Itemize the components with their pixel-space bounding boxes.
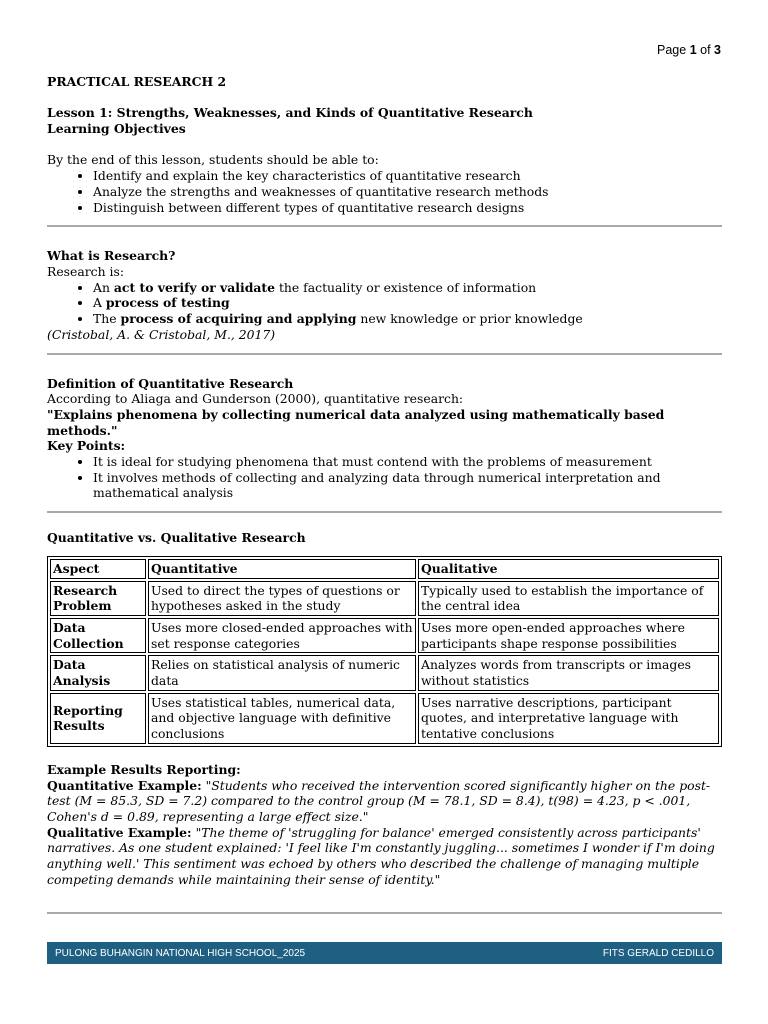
list-item: • It is ideal for studying phenomena that must contend with the problems of measurement — [93, 454, 722, 470]
table-cell: Data Analysis — [50, 655, 146, 690]
objectives-list — [47, 168, 722, 215]
footer-bar — [47, 942, 722, 964]
list-item: • Identify and explain the key characteristics of quantitative research — [93, 168, 722, 184]
research-list — [47, 280, 722, 327]
table-row — [50, 655, 719, 690]
list-item: • Distinguish between different types of quantitative research designs — [93, 200, 722, 216]
research-intro: Research is: — [47, 264, 125, 279]
research-heading: What is Research? — [47, 248, 176, 264]
key-points-list — [47, 454, 722, 501]
table-cell: Uses narrative descriptions, participant quotes, and interpretative language with tentative conclusions — [418, 693, 719, 744]
table-row — [50, 581, 719, 616]
table-cell: Used to direct the types of questions or hypotheses asked in the study — [148, 581, 416, 616]
comparison-table — [47, 556, 722, 747]
list-item: • The process of acquiring and applying new knowledge or prior knowledge — [93, 311, 722, 327]
table-row — [50, 618, 719, 653]
table-header: Qualitative — [418, 559, 719, 579]
objectives-heading: Learning Objectives — [47, 121, 186, 137]
list-item: • An act to verify or validate the factuality or existence of information — [93, 280, 722, 296]
definition-quote: "Explains phenomena by collecting numerical data analyzed using mathematically based methods." — [47, 406, 665, 438]
definition-intro: According to Aliaga and Gunderson (2000), quantitative research: — [47, 391, 464, 407]
qualitative-example: Qualitative Example: "The theme of 'struggling for balance' emerged consistently across participants' narratives. As one student explained: 'I feel like I'm constantly juggling... sometimes I wonder if I'm doing anything well.' This sentiment was echoed by others who described the challenge of managing multiple competing demands while maintaining their sense of identity." — [47, 824, 715, 887]
table-row — [50, 693, 719, 744]
table-cell: Reporting Results — [50, 693, 146, 744]
table-cell: Uses more open-ended approaches where participants shape response possibilities — [418, 618, 719, 653]
document-title: PRACTICAL RESEARCH 2 — [47, 74, 227, 89]
research-citation: (Cristobal, A. & Cristobal, M., 2017) — [47, 326, 276, 342]
objectives-intro: By the end of this lesson, students should be able to: — [47, 152, 379, 168]
table-header: Aspect — [50, 559, 146, 579]
table-cell: Relies on statistical analysis of numeric data — [148, 655, 416, 690]
definition-heading: Definition of Quantitative Research — [47, 375, 294, 391]
table-cell: Data Collection — [50, 618, 146, 653]
quantitative-example: Quantitative Example: "Students who received the intervention scored significantly higher on the post-test (M = 85.3, SD = 7.2) compared to the control group (M = 78.1, SD = 8.4), t(98) = 4.23, p < .001, Cohen's d = 0.89, representing a large effect size." — [47, 777, 711, 824]
key-points-heading: Key Points: — [47, 438, 126, 454]
table-header: Quantitative — [148, 559, 416, 579]
table-header-row — [50, 559, 719, 579]
examples-heading: Example Results Reporting: — [47, 761, 241, 777]
divider — [47, 912, 722, 914]
comparison-heading: Quantitative vs. Qualitative Research — [47, 530, 306, 546]
list-item: • It involves methods of collecting and analyzing data through numerical interpretation and mathematical analysis — [93, 470, 722, 501]
list-item: • Analyze the strengths and weaknesses of quantitative research methods — [93, 184, 722, 200]
list-item: • A process of testing — [93, 295, 722, 311]
footer-school: PULONG BUHANGIN NATIONAL HIGH SCHOOL_2025 — [55, 947, 306, 959]
table-cell: Research Problem — [50, 581, 146, 616]
table-cell: Uses more closed-ended approaches with set response categories — [148, 618, 416, 653]
document-body — [47, 74, 722, 914]
lesson-title: Lesson 1: Strengths, Weaknesses, and Kinds of Quantitative Research — [47, 105, 533, 121]
table-cell: Analyzes words from transcripts or images without statistics — [418, 655, 719, 690]
table-cell: Typically used to establish the importance of the central idea — [418, 581, 719, 616]
footer-author: FITS GERALD CEDILLO — [602, 947, 714, 959]
table-cell: Uses statistical tables, numerical data, and objective language with definitive conclusions — [148, 693, 416, 744]
page-number: Page 1 of 3 — [657, 43, 721, 57]
